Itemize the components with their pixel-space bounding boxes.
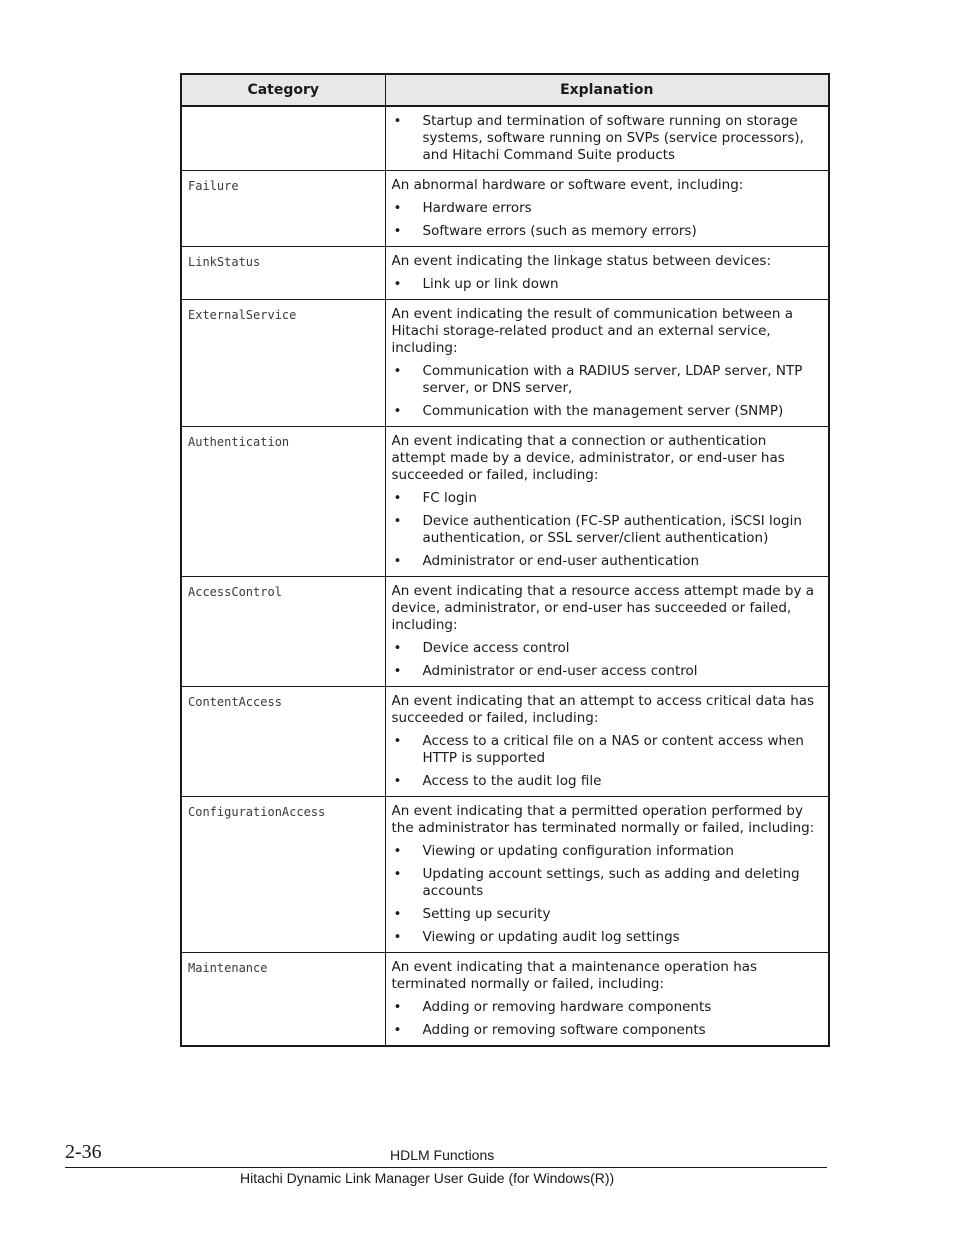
explanation-intro: An abnormal hardware or software event, including: [391,177,744,193]
explanation-intro: An event indicating that a resource access attempt made by a device, administrator, or end-user has succeeded or failed, including: [391,583,815,633]
list-item: • Communication with a RADIUS server, LDAP server, NTP server, or DNS server, [392,363,824,397]
table-row [181,427,829,577]
category-cell: Maintenance [181,953,385,1047]
list-item: • Link up or link down [392,276,824,293]
list-item: • Device access control [392,640,824,657]
list-item: • Communication with the management server (SNMP) [392,403,824,420]
table-row [181,106,829,171]
category-cell: Authentication [181,427,385,577]
event-category-table [180,73,830,1047]
header-category: Category [181,74,385,106]
list-item: • Software errors (such as memory errors) [392,223,824,240]
explanation-cell [385,427,829,577]
header-explanation: Explanation [385,74,829,106]
table-row [181,577,829,687]
category-cell: AccessControl [181,577,385,687]
list-item: • Viewing or updating configuration information [392,843,824,860]
explanation-intro: An event indicating the result of communication between a Hitachi storage-related product and an external service, including: [391,306,793,356]
table-header-row [181,74,829,106]
list-item: • Device authentication (FC-SP authentication, iSCSI login authentication, or SSL server/client authentication) [392,513,824,547]
bullet-list [392,113,824,164]
explanation-cell [385,106,829,171]
list-item: • Viewing or updating audit log settings [392,929,824,946]
list-item: • Hardware errors [392,200,824,217]
footer-section-title: HDLM Functions [390,1147,495,1163]
list-item: • Adding or removing hardware components [392,999,824,1016]
list-item: • Administrator or end-user authentication [392,553,824,570]
category-cell: ExternalService [181,300,385,427]
category-cell [181,106,385,171]
explanation-cell [385,797,829,953]
table-row [181,687,829,797]
list-item: • Startup and termination of software running on storage systems, software running on SVPs (service processors), and Hitachi Command Suite products [392,113,824,164]
explanation-intro: An event indicating the linkage status between devices: [391,253,771,269]
footer-divider [65,1167,827,1168]
explanation-cell [385,687,829,797]
category-cell: LinkStatus [181,247,385,300]
list-item: • Updating account settings, such as adding and deleting accounts [392,866,824,900]
table-row [181,797,829,953]
explanation-cell [385,171,829,247]
explanation-cell [385,300,829,427]
category-cell: ContentAccess [181,687,385,797]
list-item: • Adding or removing software components [392,1022,824,1039]
table-row [181,300,829,427]
table-row [181,171,829,247]
bullet-list [392,999,824,1039]
bullet-list [392,200,824,240]
list-item: • Administrator or end-user access control [392,663,824,680]
bullet-list [392,843,824,946]
bullet-list [392,490,824,570]
explanation-intro: An event indicating that an attempt to access critical data has succeeded or failed, including: [391,693,815,726]
category-cell: ConfigurationAccess [181,797,385,953]
table-body [181,106,829,1046]
table-row [181,953,829,1047]
explanation-intro: An event indicating that a permitted operation performed by the administrator has terminated normally or failed, including: [391,803,815,836]
bullet-list [392,733,824,790]
explanation-intro: An event indicating that a maintenance operation has terminated normally or failed, including: [391,959,758,992]
list-item: • Setting up security [392,906,824,923]
explanation-cell [385,953,829,1047]
bullet-list [392,363,824,420]
explanation-cell [385,247,829,300]
bullet-list [392,640,824,680]
category-cell: Failure [181,171,385,247]
page-number: 2-36 [65,1141,102,1163]
list-item: • Access to the audit log file [392,773,824,790]
bullet-list [392,276,824,293]
table-row [181,247,829,300]
explanation-intro: An event indicating that a connection or authentication attempt made by a device, administrator, or end-user has succeeded or failed, including: [391,433,785,483]
explanation-cell [385,577,829,687]
footer-guide-title: Hitachi Dynamic Link Manager User Guide (for Windows(R)) [240,1170,615,1186]
list-item: • Access to a critical file on a NAS or content access when HTTP is supported [392,733,824,767]
list-item: • FC login [392,490,824,507]
